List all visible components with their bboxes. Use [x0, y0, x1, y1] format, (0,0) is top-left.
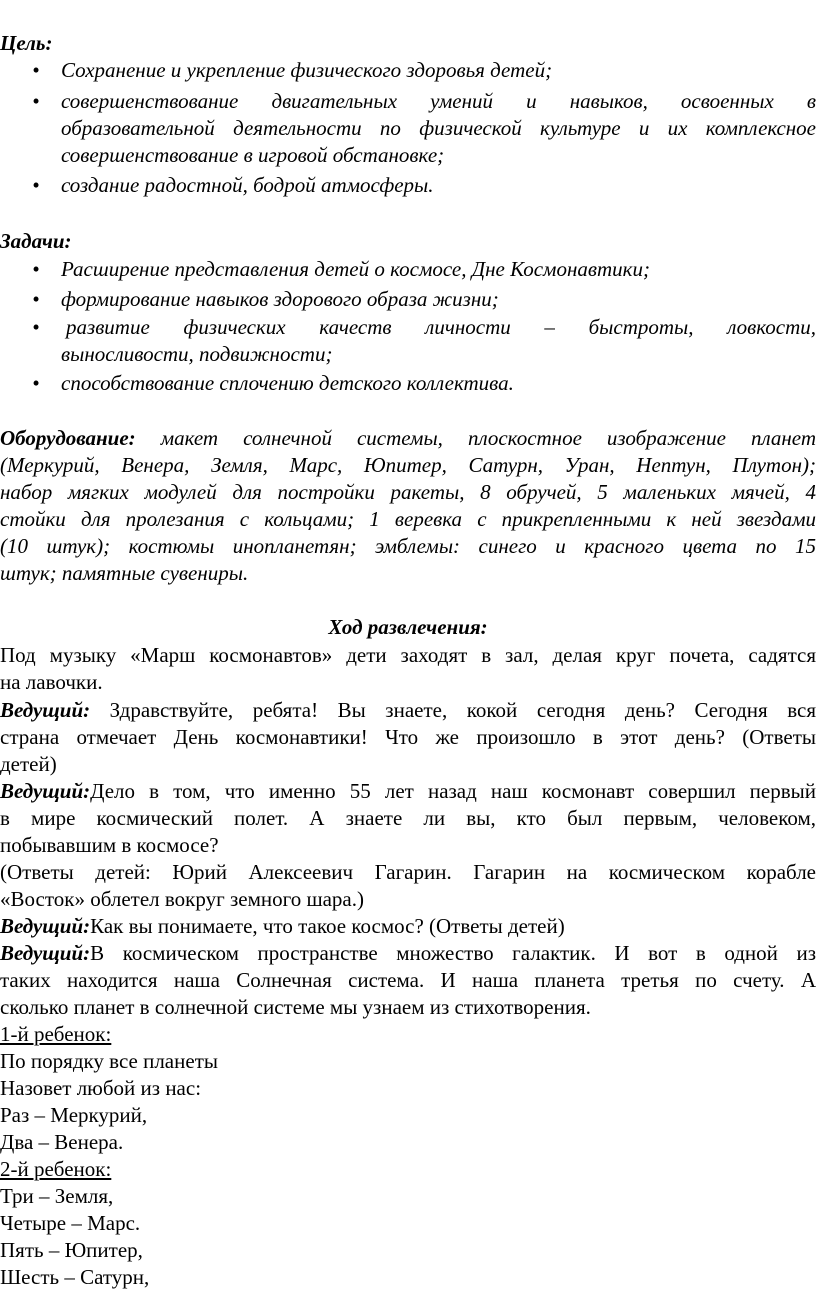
- bullet-icon: •: [32, 173, 40, 197]
- bullet-icon: •: [32, 89, 40, 113]
- poem-line: Раз – Меркурий,: [0, 1103, 148, 1127]
- host-line-4-cont: таких находится наша Солнечная система. И наша планета третья по счету. А: [0, 968, 816, 992]
- poem-line: Шесть – Сатурн,: [0, 1265, 150, 1289]
- goal-heading: Цель:: [0, 31, 53, 55]
- child2-label: 2-й ребенок:: [0, 1157, 112, 1181]
- host-line-2: Ведущий:Дело в том, что именно 55 лет назад наш космонавт совершил первый: [0, 779, 816, 803]
- poem-line: Два – Венера.: [0, 1130, 124, 1154]
- equipment-line-4: стойки для пролезания с кольцами; 1 веревка с прикрепленными к ней звездами: [0, 507, 816, 531]
- answer-line-2: «Восток» облетел вокруг земного шара.): [0, 887, 364, 911]
- answer-line-1: (Ответы детей: Юрий Алексеевич Гагарин. Гагарин на космическом корабле: [0, 860, 816, 884]
- equipment-line-5: (10 штук); костюмы инопланетян; эмблемы: синего и красного цвета по 15: [0, 534, 816, 558]
- host-line-4: Ведущий:В космическом пространстве множество галактик. И вот в одной из: [0, 941, 816, 965]
- intro-line-1: Под музыку «Марш космонавтов» дети заходят в зал, делая круг почета, садятся: [0, 643, 816, 667]
- host-label: Ведущий:: [0, 779, 91, 803]
- equipment-line-1: Оборудование: макет солнечной системы, плоскостное изображение планет: [0, 426, 816, 450]
- tasks-heading: Задачи:: [0, 229, 72, 253]
- document-page: Цель: • Сохранение и укрепление физического здоровья детей; • совершенствование двигательных умений и навыков, освоенных в образовательной деятельности по физической культуре и их комплексное совершенствование в игровой обстановке; • создание радостной, бодрой атмосферы. Задачи: • Расширение представления детей о космосе, Дне Космонавтики; • формирование навыков здорового образа жизни; • развитие физических качеств личности – быстроты, ловкости, выносливости, подвижности; • способствование сплочению детского коллектива. Оборудование: макет солнечной системы, плоскостное изображение планет (Меркурий, Венера, Земля, Марс, Юпитер, Сатурн, Уран, Нептун, Плутон); набор мягких модулей для постройки ракеты, 8 обручей, 5 маленьких мячей, 4 стойки для пролезания с кольцами; 1 веревка с прикрепленными к ней звездами (10 штук); костюмы инопланетян; эмблемы: синего и красного цвета по 15 штук; памятные сувениры. Ход развлечения: Под музыку «Марш космонавтов» дети заходят в зал, делая круг почета, садятся на лавочки. Ведущий: Здравствуйте, ребята! Вы знаете, кокой сегодня день? Сегодня вся страна отмечает День космонавтики! Что же произошло в этот день? (Ответы детей) Ведущий:Дело в том, что именно 55 лет назад наш космонавт совершил первый в мире космический полет. А знаете ли вы, кто был первым, человеком, побывавшим в космосе? (Ответы детей: Юрий Алексеевич Гагарин. Гагарин на космическом корабле «Восток» облетел вокруг земного шара.) Ведущий:Как вы понимаете, что такое космос? (Ответы детей) Ведущий:В космическом пространстве множество галактик. И вот в одной из таких находится наша Солнечная система. И наша планета третья по счету. А сколько планет в солнечной системе мы узнаем из стихотворения. 1-й ребенок: По порядку все планеты Назовет любой из нас: Раз – Меркурий, Два – Венера. 2-й ребенок: Три – Земля, Четыре – Марс. Пять – Юпитер, Шесть – Сатурн,: [0, 31, 816, 1289]
- intro-line-2: на лавочки.: [0, 670, 103, 694]
- bullet-icon: •: [32, 371, 40, 395]
- poem-line: Четыре – Марс.: [0, 1211, 141, 1235]
- poem-line: Пять – Юпитер,: [0, 1238, 143, 1262]
- equipment-line-2: (Меркурий, Венера, Земля, Марс, Юпитер, Сатурн, Уран, Нептун, Плутон);: [0, 453, 816, 477]
- bullet-icon: •: [32, 58, 40, 82]
- bullet-icon: •: [32, 257, 40, 281]
- equipment-label: Оборудование:: [0, 426, 136, 450]
- host-line-1-cont: детей): [0, 752, 57, 776]
- bullet-icon: •: [32, 315, 40, 339]
- host-line-2-cont: в мире космический полет. А знаете ли вы, кто был первым, человеком,: [0, 806, 816, 830]
- host-line-1: Ведущий: Здравствуйте, ребята! Вы знаете, кокой сегодня день? Сегодня вся: [0, 698, 816, 722]
- host-label: Ведущий:: [0, 941, 91, 965]
- host-label: Ведущий:: [0, 698, 91, 722]
- host-line-2-cont: побывавшим в космосе?: [0, 833, 219, 857]
- host-line-1-cont: страна отмечает День космонавтики! Что же произошло в этот день? (Ответы: [0, 725, 816, 749]
- poem-line: По порядку все планеты: [0, 1049, 218, 1073]
- poem-line: Три – Земля,: [0, 1184, 114, 1208]
- host-line-4-cont: сколько планет в солнечной системе мы узнаем из стихотворения.: [0, 995, 591, 1019]
- host-label: Ведущий:: [0, 914, 91, 938]
- equipment-line-6: штук; памятные сувениры.: [0, 561, 249, 585]
- equipment-line-3: набор мягких модулей для постройки ракеты, 8 обручей, 5 маленьких мячей, 4: [0, 480, 816, 504]
- course-heading: Ход развлечения:: [328, 615, 488, 639]
- bullet-icon: •: [32, 287, 40, 311]
- poem-line: Назовет любой из нас:: [0, 1076, 202, 1100]
- child1-label: 1-й ребенок:: [0, 1022, 112, 1046]
- host-line-3: Ведущий:Как вы понимаете, что такое космос? (Ответы детей): [0, 914, 565, 938]
